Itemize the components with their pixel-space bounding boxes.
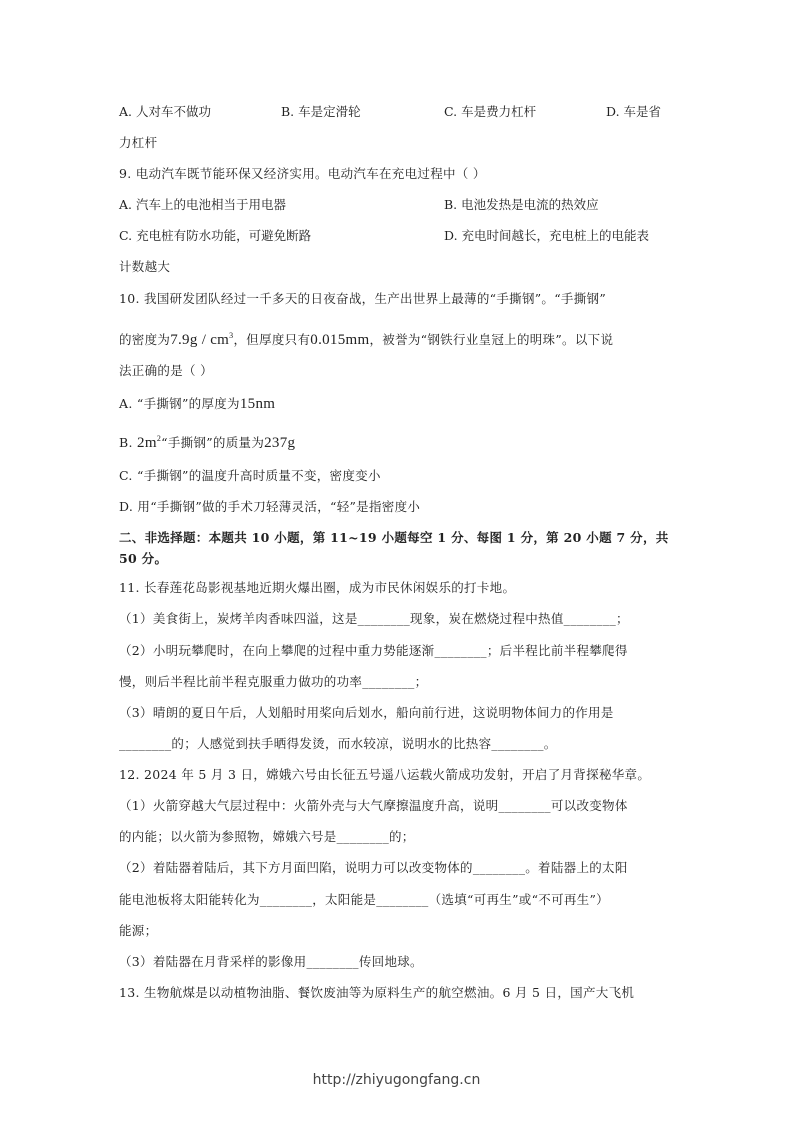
q10-option-b: B. $2m^2“$手撕钢”的质量为237g bbox=[119, 434, 296, 451]
q11-part3-line2: ________的；人感觉到扶手晒得发烫，而水较凉，说明水的比热容________。 bbox=[119, 736, 557, 751]
q11-stem: 11. 长春莲花岛影视基地近期火爆出圈，成为市民休闲娱乐的打卡地。 bbox=[119, 580, 516, 595]
q12-part2-line2: 能电池板将太阳能转化为________，太阳能是________（选填“可再生”或“不可再生”） bbox=[119, 892, 609, 907]
q12-part1-line1: （1）火箭穿越大气层过程中：火箭外壳与大气摩擦温度升高，说明________可以改变物体 bbox=[119, 798, 628, 813]
q8-option-a: A. 人对车不做功 bbox=[119, 104, 211, 119]
q9-option-d: D. 充电时间越长，充电桩上的电能表 bbox=[444, 228, 650, 243]
q12-part1-line2: 的内能；以火箭为参照物，嫦娥六号是________的； bbox=[119, 829, 415, 844]
thickness-value: 0.015mm bbox=[310, 332, 370, 348]
q11-part3-line1: （3）晴朗的夏日午后，人划船时用桨向后划水，船向前行进，这说明物体间力的作用是 bbox=[119, 705, 614, 720]
q12-part2-line1: （2）着陆器着陆后，其下方月面凹陷，说明力可以改变物体的________。着陆器上的太阳 bbox=[119, 860, 628, 875]
q10-option-d: D. 用“手撕钢”做的手术刀轻薄灵活，“轻”是指密度小 bbox=[119, 499, 421, 514]
q10-stem-line3: 法正确的是（ ） bbox=[119, 363, 213, 378]
q10-option-c: C. “手撕钢”的温度升高时质量不变，密度变小 bbox=[119, 468, 381, 483]
q9-option-a: A. 汽车上的电池相当于用电器 bbox=[119, 197, 286, 212]
q9-option-c: C. 充电桩有防水功能，可避免断路 bbox=[119, 228, 312, 243]
q11-part2-line1: （2）小明玩攀爬时，在向上攀爬的过程中重力势能逐渐________；后半程比前半程攀爬得 bbox=[119, 643, 628, 658]
q8-option-d-continued: 力杠杆 bbox=[119, 135, 158, 150]
q13-stem: 13. 生物航煤是以动植物油脂、餐饮废油等为原料生产的航空燃油。6 月 5 日，国产大飞机 bbox=[119, 985, 635, 1000]
section2-heading-line2: 50 分。 bbox=[119, 551, 168, 566]
q9-option-d-continued: 计数越大 bbox=[119, 259, 171, 274]
q12-part2-line3: 能源； bbox=[119, 923, 158, 938]
q12-part3: （3）着陆器在月背采样的影像用________传回地球。 bbox=[119, 954, 423, 969]
section2-heading-line1: 二、非选择题：本题共 10 小题，第 11~19 小题每空 1 分、每图 1 分，第 20 小题 7 分，共 bbox=[119, 530, 669, 545]
q8-option-c: C. 车是费力杠杆 bbox=[444, 104, 537, 119]
footer-url[interactable]: http://zhiyugongfang.cn bbox=[312, 1072, 481, 1088]
q10-option-a: A. “手撕钢”的厚度为15nm bbox=[119, 396, 276, 412]
q10-stem-line2: 的密度为$7.9g / cm^3$，但厚度只有0.015mm，被誉为“钢铁行业皇冠上的明珠”。以下说 bbox=[119, 331, 614, 348]
q9-stem: 9. 电动汽车既节能环保又经济实用。电动汽车在充电过程中（ ） bbox=[119, 166, 486, 181]
q12-stem: 12. 2024 年 5 月 3 日，嫦娥六号由长征五号遥八运载火箭成功发射，开启了月背探秘华章。 bbox=[119, 767, 651, 782]
q8-option-d: D. 车是省 bbox=[606, 104, 662, 119]
density-value: $7.9g / cm^3$ bbox=[170, 331, 234, 348]
q10-stem-line1: 10. 我国研发团队经过一千多天的日夜奋战，生产出世界上最薄的“手撕钢”。“手撕钢” bbox=[119, 291, 607, 306]
q9-option-b: B. 电池发热是电流的热效应 bbox=[444, 197, 599, 212]
q11-part2-line2: 慢，则后半程比前半程克服重力做功的功率________； bbox=[119, 674, 428, 689]
q11-part1: （1）美食街上，炭烤羊肉香味四溢，这是________现象，炭在燃烧过程中热值________； bbox=[119, 611, 629, 626]
q8-option-b: B. 车是定滑轮 bbox=[281, 104, 361, 119]
